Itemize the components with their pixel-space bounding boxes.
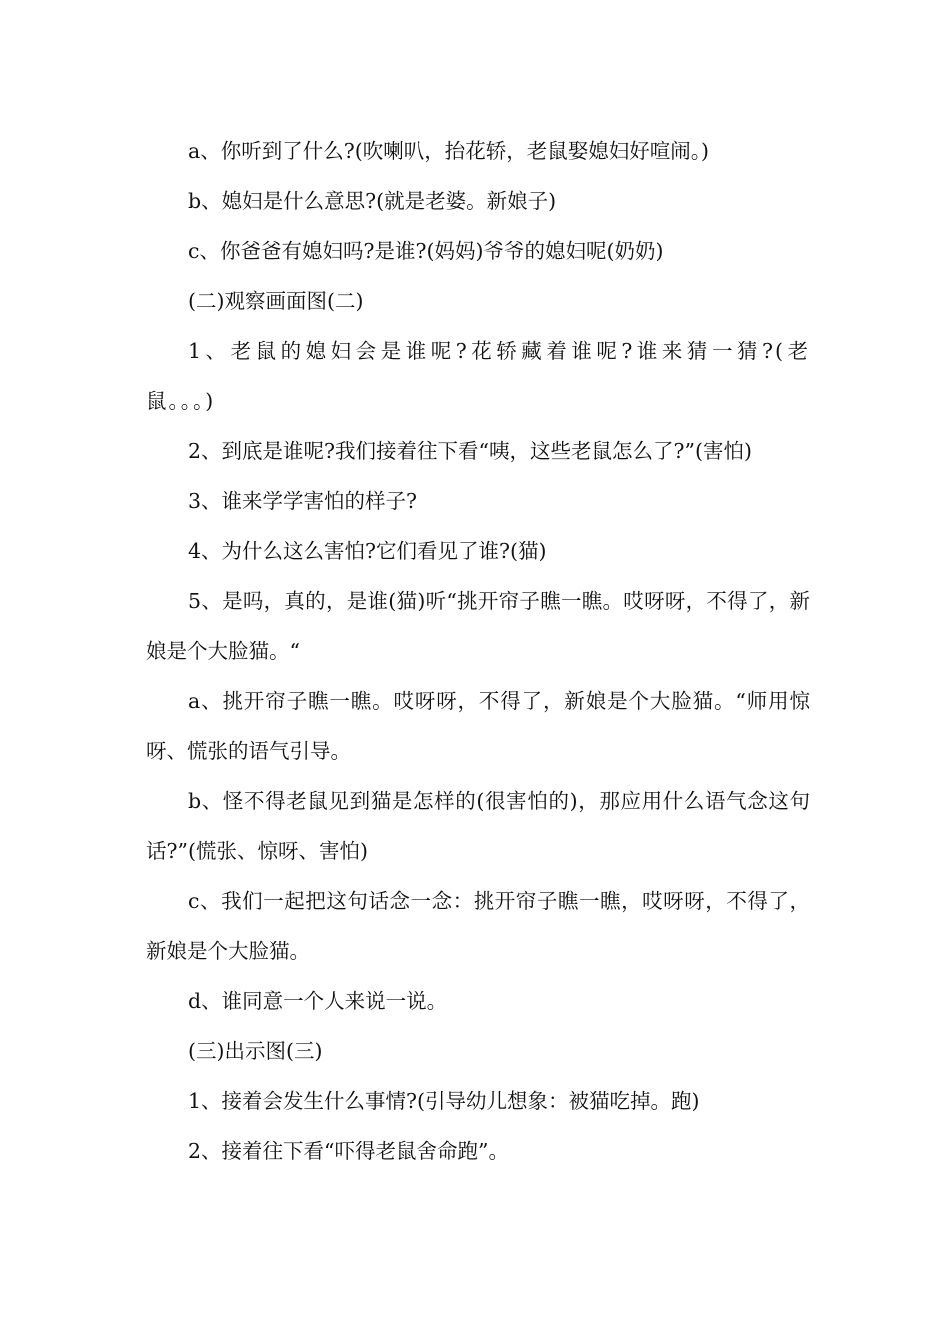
paragraph: a、挑开帘子瞧一瞧。哎呀呀，不得了，新娘是个大脸猫。“师用惊呀、慌张的语气引导。 bbox=[146, 689, 810, 763]
paragraph: b、怪不得老鼠见到猫是怎样的(很害怕的)，那应用什么语气念这句话?”(慌张、惊呀、害怕) bbox=[146, 789, 810, 863]
paragraph: 1、老鼠的媳妇会是谁呢?花轿藏着谁呢?谁来猜一猜?(老鼠。。。) bbox=[146, 339, 810, 413]
section-heading: (二)观察画面图(二) bbox=[188, 289, 364, 313]
paragraph: 2、接着往下看“吓得老鼠舍命跑”。 bbox=[188, 1139, 510, 1163]
section-heading: (三)出示图(三) bbox=[188, 1039, 323, 1063]
paragraph: 2、到底是谁呢?我们接着往下看“咦，这些老鼠怎么了?”(害怕) bbox=[188, 439, 752, 463]
paragraph: b、媳妇是什么意思?(就是老婆。新娘子) bbox=[188, 189, 557, 213]
paragraph: 1、接着会发生什么事情?(引导幼儿想象：被猫吃掉。跑) bbox=[188, 1089, 700, 1113]
paragraph: 5、是吗，真的，是谁(猫)听“挑开帘子瞧一瞧。哎呀呀，不得了，新娘是个大脸猫。“ bbox=[146, 589, 810, 663]
document-body bbox=[146, 126, 810, 1176]
paragraph: 3、谁来学学害怕的样子? bbox=[188, 489, 418, 513]
paragraph: a、你听到了什么?(吹喇叭，抬花轿，老鼠娶媳妇好喧闹。) bbox=[188, 139, 709, 163]
paragraph: c、我们一起把这句话念一念：挑开帘子瞧一瞧，哎呀呀，不得了，新娘是个大脸猫。 bbox=[146, 889, 810, 963]
paragraph: 4、为什么这么害怕?它们看见了谁?(猫) bbox=[188, 539, 547, 563]
paragraph: d、谁同意一个人来说一说。 bbox=[188, 989, 448, 1013]
paragraph: c、你爸爸有媳妇吗?是谁?(妈妈)爷爷的媳妇呢(奶奶) bbox=[188, 239, 664, 263]
